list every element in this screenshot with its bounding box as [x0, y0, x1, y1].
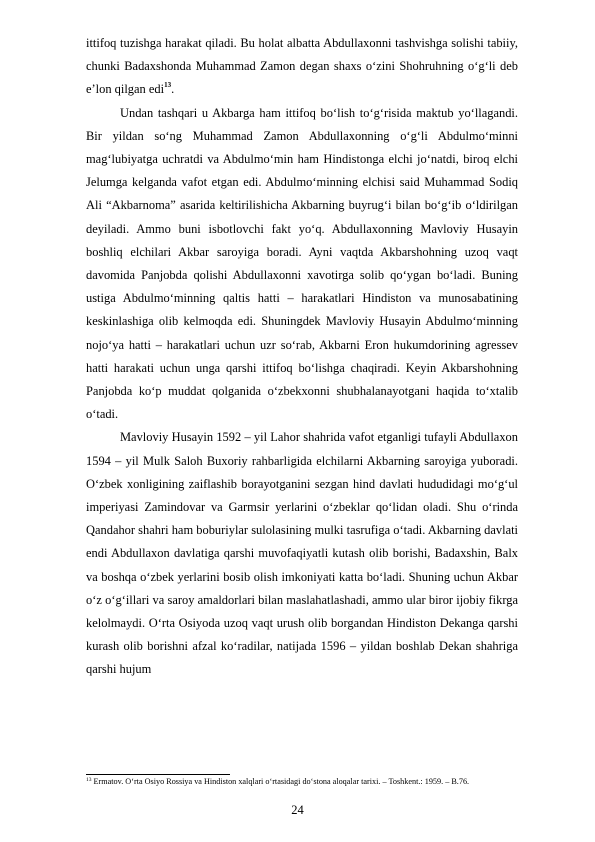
footnote	[86, 777, 518, 788]
footnote-number: 13	[86, 777, 92, 783]
footnote-separator	[86, 774, 230, 775]
page-body	[86, 32, 518, 682]
paragraph-1-text: ittifoq tuzishga harakat qiladi. Bu holat albatta Abdullaxonni tashvishga solishi tabiiy, chunki Badaxshonda Muhammad Zamon degan shaxs o‘zini Shohruhning o‘g‘li deb e’lon qilgan edi	[86, 36, 518, 97]
paragraph-1	[86, 32, 518, 102]
footnote-text: Ermatov. O‘rta Osiyo Rossiya va Hindiston xalqlari o‘rtasidagi do‘stona aloqalar tarixi. – Toshkent.: 1959. – B.76.	[91, 777, 470, 786]
page-number: 24	[291, 803, 304, 817]
paragraph-3: Mavloviy Husayin 1592 – yil Lahor shahrida vafot etganligi tufayli Abdullaxon 1594 – yil Mulk Saloh Buxoriy rahbarligida elchilarni Akbarning saroyiga yuboradi. O‘zbek xonligining zaiflashib borayotganini sezgan hind davlati hududidagi mo‘g‘ul imperiyasi Zamindovar va Garmsir yerlarini o‘zbeklar qo‘lidan oladi. Shu o‘rinda Qandahor shahri ham boburiylar sulolasining mulki tasrufiga o‘tadi. Akbarning davlati endi Abdullaxon davlatiga qarshi muvofaqiyatli kutash olib borishi, Badaxshin, Balx va boshqa o‘zbek yerlarini bosib olish imkoniyati katta bo‘ladi. Shuning uchun Akbar o‘z o‘g‘illari va saroy amaldorlari bilan maslahatlashadi, ammo ular biror ijobiy fikrga kelolmaydi. O‘rta Osiyoda uzoq vaqt urush olib borgandan Hindiston Dekanga qarshi kurash olib borishni afzal ko‘radilar, natijada 1596 – yildan boshlab Dekan shahriga qarshi hujum	[86, 430, 518, 677]
footnote-reference[interactable]: 13	[164, 81, 172, 90]
paragraph-2: Undan tashqari u Akbarga ham ittifoq bo‘lish to‘g‘risida maktub yo‘llagandi. Bir yildan so‘ng Muhammad Zamon Abdullaxonning o‘g‘li Abdulmo‘minni mag‘lubiyatga uchratdi va Abdulmo‘min ham Hindistonga elchi jo‘natdi, biroq elchi Jelumga kelganda vafot etgan edi. Abdulmo‘minning elchisi said Muhammad Sodiq Ali “Akbarnoma” asarida keltirilishicha Akbarning buyrug‘i bilan bo‘g‘ib o‘ldirilgan deyiladi. Ammo buni isbotlovchi fakt yo‘q. Abdullaxonning Mavloviy Husayin boshliq elchilari Akbar saroyiga boradi. Ayni vaqtda Akbarshohning uzoq vaqt davomida Panjobda qolishi Abdullaxonni xavotirga solib qo‘ygan bo‘ladi. Buning ustiga Abdulmo‘minning qaltis hatti – harakatlari Hindiston va munosabatining keskinlashiga olib kelmoqda edi. Shuningdek Mavloviy Husayin Abdulmo‘minning nojo‘ya hatti – harakatlari uchun uzr so‘rab, Akbarni Eron hukumdorining agressev hatti harakati uchun unga qarshi ittifoq bo‘lishga chaqiradi. Keyin Akbarshohning Panjobda ko‘p muddat qolganida o‘zbekxonni shubhalanayotgani haqida to‘xtalib o‘tadi.	[86, 105, 518, 422]
paragraph-1-end: .	[171, 82, 175, 97]
